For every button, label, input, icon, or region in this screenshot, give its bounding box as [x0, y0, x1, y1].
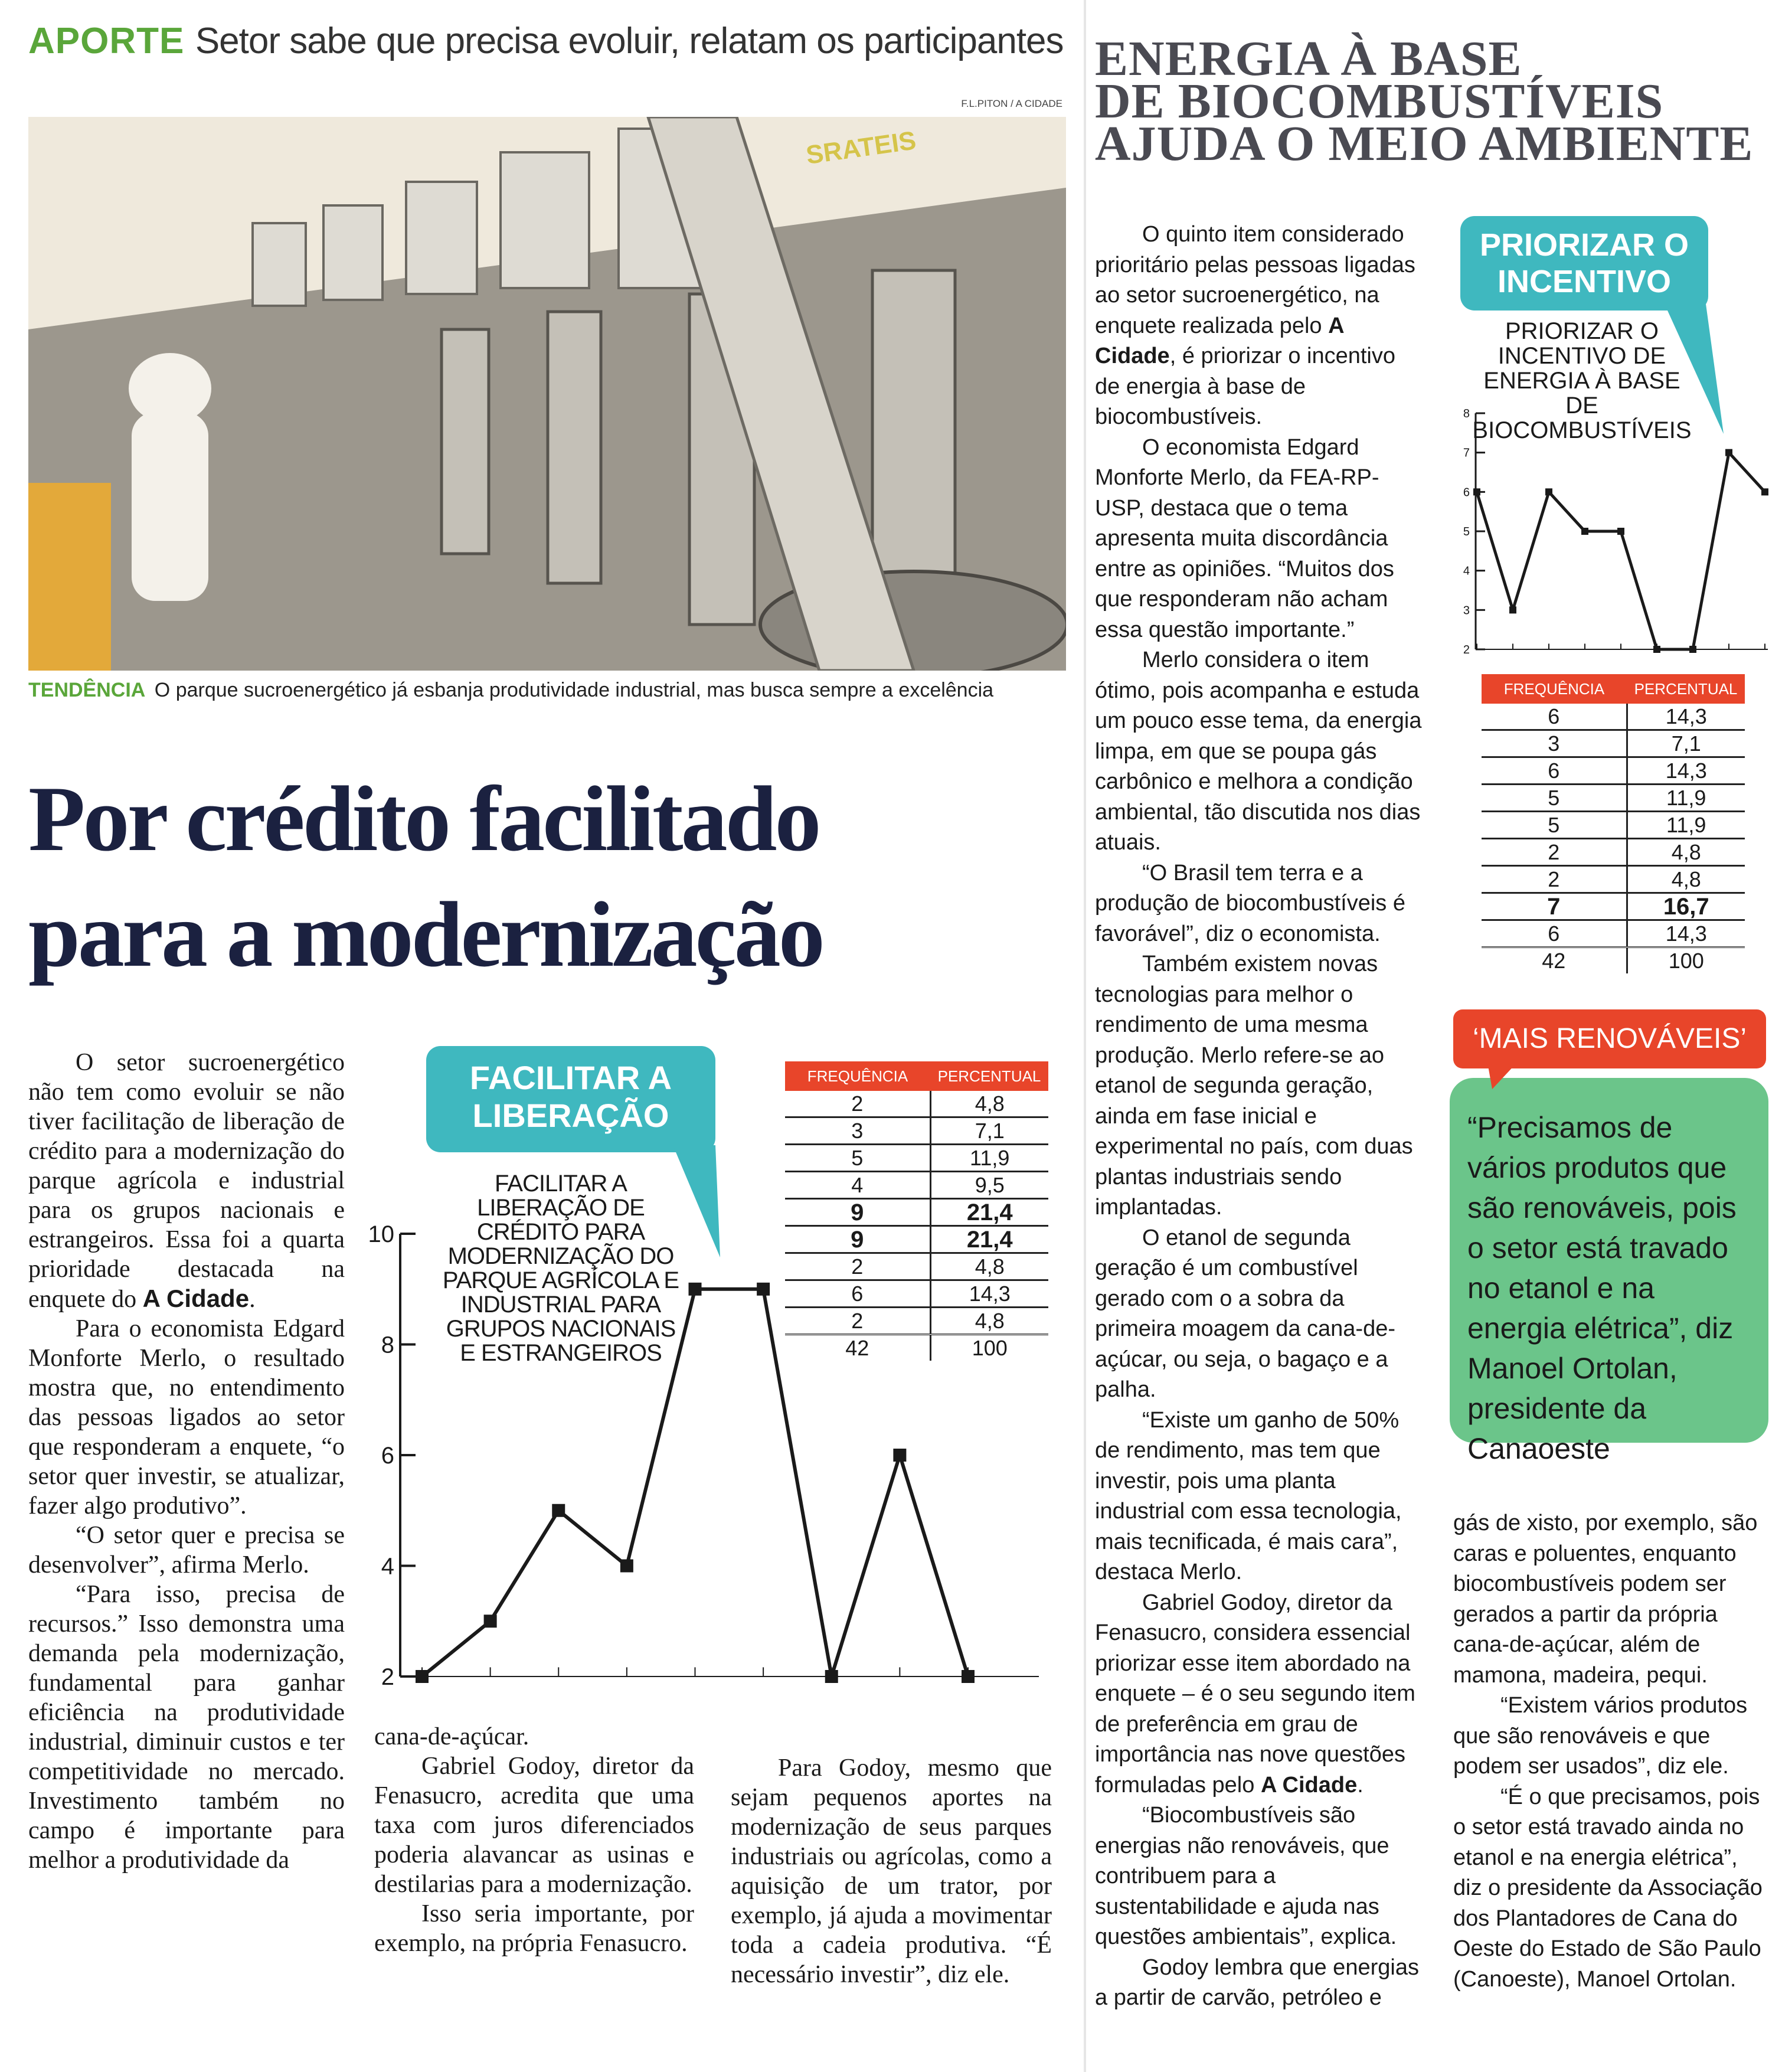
chart1-th-pct: PERCENTUAL: [930, 1061, 1048, 1091]
chart2-pct-cell: 14,3: [1627, 920, 1745, 947]
chart1-data-point: [416, 1670, 429, 1683]
chart1-data-point: [552, 1504, 565, 1517]
chart2-table-row: [1482, 866, 1745, 893]
chart2-subtitle: PRIORIZAR O INCENTIVO DE ENERGIA À BASE DE BIOCOMBUSTÍVEIS: [1472, 318, 1692, 443]
chart2-y-tick-label: 3: [1463, 604, 1470, 617]
chart2-freq-cell: 2: [1482, 839, 1627, 866]
factory-illustration: [28, 117, 1066, 671]
chart1-data-point: [757, 1283, 770, 1296]
chart2-y-tick-label: 2: [1463, 643, 1470, 656]
chart1-pct-cell: 7,1: [930, 1117, 1048, 1145]
chart1-data-point: [962, 1670, 975, 1683]
chart2-data-point: [1581, 528, 1588, 535]
caption-text: O parque sucroenergético já esbanja produtividade industrial, mas busca sempre a excelência: [154, 679, 994, 701]
quote-box: [1450, 1078, 1768, 1465]
chart1-pct-cell: 4,8: [930, 1308, 1048, 1335]
chart1-pct-cell: 4,8: [930, 1253, 1048, 1280]
article1-col3: [731, 1753, 1052, 1989]
article2-p4: “O Brasil tem terra e a produção de biocombustíveis é favorável”, diz o economista.: [1095, 860, 1405, 946]
chart2-freq-cell: 5: [1482, 812, 1627, 839]
chart1-table-total: [785, 1335, 1048, 1361]
chart1-table-row: [785, 1117, 1048, 1145]
article2-p3: Merlo considera o item ótimo, pois acompanha e estuda um pouco esse tema, da energia limpa, em que se poupa gás carbônico e melhora a condição ambiental, tão discutida nos dias atuais.: [1095, 648, 1422, 855]
chart2-data-point: [1473, 488, 1480, 495]
chart2-pct-cell: 4,8: [1627, 866, 1745, 893]
article2-title-line1: ENERGIA À BASE: [1095, 31, 1522, 86]
chart1-table-row: [785, 1199, 1048, 1226]
chart2-series-line: [1477, 453, 1765, 649]
brand-name: A Cidade: [1095, 313, 1344, 368]
article2-p8: Gabriel Godoy, diretor da Fenasucro, considera essencial priorizar esse item abordado na enquete – é o seu segundo item de preferência em grau de importância nas nove questões formuladas pelo A Cidade.: [1095, 1590, 1415, 1798]
chart2-y-tick-label: 6: [1463, 486, 1470, 499]
chart2-y-tick-label: 4: [1463, 564, 1470, 578]
chart1-table-row: [785, 1145, 1048, 1172]
section-kicker: [28, 20, 1067, 67]
chart1-table-row: [785, 1280, 1048, 1308]
section-label: APORTE: [28, 21, 185, 61]
article2-title-line2: DE BIOCOMBUSTÍVEIS: [1095, 74, 1664, 129]
article2-col1: [1095, 220, 1425, 2014]
chart1-total-pct: 100: [930, 1335, 1048, 1361]
chart2-data-point: [1509, 606, 1516, 613]
article2-p6: O etanol de segunda geração é um combustível gerado com o a sobra da primeira moagem da cana-de-açúcar, ou seja, o bagaço e a palha.: [1095, 1225, 1396, 1402]
article2-col2: [1453, 1508, 1772, 1995]
chart1-data-point: [484, 1615, 497, 1627]
chart1-data-point: [825, 1670, 838, 1683]
chart2-pct-cell: 16,7: [1627, 893, 1745, 920]
chart2-freq-cell: 6: [1482, 920, 1627, 947]
headline-line1: Por crédito facilitado: [28, 767, 819, 871]
chart2-total-freq: 42: [1482, 947, 1627, 974]
article2-p1: O quinto item considerado prioritário pelas pessoas ligadas ao setor sucroenergético, na enquete realizada pelo A Cidade, é priorizar o incentivo de energia à base de biocombustíveis.: [1095, 222, 1415, 429]
chart1-table-row: [785, 1172, 1048, 1199]
chart1-freq-cell: 9: [785, 1226, 930, 1253]
chart2-data-point: [1617, 528, 1624, 535]
caption-label: TENDÊNCIA: [28, 679, 146, 701]
chart2-data-point: [1725, 449, 1732, 456]
chart1-y-tick-label: 2: [381, 1664, 394, 1690]
chart1-pct-cell: 9,5: [930, 1172, 1048, 1199]
chart2-freq-cell: 5: [1482, 785, 1627, 812]
article1-col2-p2: Isso seria importante, por exemplo, na própria Fenasucro.: [374, 1900, 694, 1957]
chart2-data-point: [1545, 488, 1552, 495]
chart2-table-row: [1482, 893, 1745, 920]
chart1-freq-cell: 2: [785, 1253, 930, 1280]
article1-col2-p1: Gabriel Godoy, diretor da Fenasucro, acredita que uma taxa com juros diferenciados poderia alavancar as usinas e destilarias para a modernização.: [374, 1753, 694, 1898]
chart1-freq-cell: 4: [785, 1172, 930, 1199]
chart1-data-point: [689, 1283, 702, 1296]
chart1-subtitle: FACILITAR A LIBERAÇÃO DE CRÉDITO PARA MODERNIZAÇÃO DO PARQUE AGRÍCOLA E INDUSTRIAL PARA GRUPOS NACIONAIS E ESTRANGEIROS: [442, 1171, 679, 1366]
article1-p3: “O setor quer e precisa se desenvolver”, afirma Merlo.: [28, 1522, 345, 1578]
article1-col2: [374, 1722, 694, 1958]
headline-line2: para a modernização: [28, 883, 823, 986]
chart1-table-row: [785, 1226, 1048, 1253]
chart2-freq-cell: 7: [1482, 893, 1627, 920]
chart2-th-freq: FREQUÊNCIA: [1482, 674, 1627, 704]
chart1-freq-cell: 3: [785, 1117, 930, 1145]
chart2-data-point: [1653, 646, 1660, 653]
article2-p7: “Existe um ganho de 50% de rendimento, mas tem que investir, pois uma planta industrial com essa tecnologia, mais tecnificada, é mais cara”, destaca Merlo.: [1095, 1407, 1402, 1584]
quote-label-tail: [1487, 1063, 1523, 1092]
factory-photo: [28, 117, 1066, 671]
chart1-data-point: [893, 1449, 906, 1462]
article1-col1: [28, 1048, 345, 1875]
quote-label: ‘MAIS RENOVÁVEIS’: [1453, 1009, 1766, 1068]
chart2-data-point: [1761, 488, 1768, 495]
chart1-pct-cell: 14,3: [930, 1280, 1048, 1308]
svg-text:SRATEIS: SRATEIS: [804, 126, 918, 170]
quote-text: “Precisamos de vários produtos que são renováveis, pois o setor está travado no etanol e na energia elétrica”, diz Manoel Ortolan, presidente da Canaoeste: [1467, 1111, 1737, 1465]
brand-name: A Cidade: [142, 1285, 250, 1312]
chart2-table-row: [1482, 920, 1745, 947]
article2-p9: “Biocombustíveis são energias não renováveis, que contribuem para a sustentabilidade e ajuda nas questões ambientais”, explica.: [1095, 1803, 1397, 1949]
article1-col3-p1: Para Godoy, mesmo que sejam pequenos aportes na modernização de seus parques industriais ou agrícolas, como a aquisição de um trator, por exemplo, já ajuda a movimentar toda a cadeia produtiva. “É necessário investir”, diz ele.: [731, 1754, 1052, 1988]
chart1-table-row: [785, 1308, 1048, 1335]
chart1-bubble: FACILITAR A LIBERAÇÃO: [426, 1046, 715, 1152]
chart1-freq-cell: 2: [785, 1308, 930, 1335]
chart2-pct-cell: 4,8: [1627, 839, 1745, 866]
chart1-freq-cell: 5: [785, 1145, 930, 1172]
kicker-text: Setor sabe que precisa evoluir, relatam os participantes: [195, 21, 1064, 61]
photo-caption: [28, 679, 1073, 702]
chart2-total-pct: 100: [1627, 947, 1745, 974]
chart1-pct-cell: 4,8: [930, 1091, 1048, 1117]
chart2-y-tick-label: 8: [1463, 407, 1470, 420]
article2-col2-p1: gás de xisto, por exemplo, são caras e poluentes, enquanto biocombustíveis podem ser gerados a partir da própria cana-de-açúcar, além de mamona, madeira, pequi.: [1453, 1511, 1758, 1688]
article1-p4: “Para isso, precisa de recursos.” Isso demonstra uma demanda pela modernização, fundamental para ganhar eficiência na produtividade industrial, diminuir custos e ter competitividade no mercado. Investimento também no campo é importante para melhor a produtividade da: [28, 1581, 345, 1874]
article1-p1: O setor sucroenergético não tem como evoluir se não tiver facilitação de liberação de crédito para a modernização do parque agrícola e industrial para os grupos nacionais e estrangeiros. Essa foi a quarta prioridade destacada na enquete do A Cidade.: [28, 1049, 345, 1313]
chart1-freq-cell: 6: [785, 1280, 930, 1308]
article2-col2-p2: “Existem vários produtos que são renováveis e que podem ser usados”, diz ele.: [1453, 1693, 1748, 1779]
chart2-table-total: [1482, 947, 1745, 974]
headline: [28, 762, 1073, 993]
chart2-freq-cell: 6: [1482, 757, 1627, 785]
chart1-y-tick-label: 10: [368, 1221, 394, 1247]
chart1-y-tick-label: 6: [381, 1443, 394, 1469]
chart2-y-tick-label: 7: [1463, 446, 1470, 460]
chart2-pct-cell: 7,1: [1627, 730, 1745, 757]
chart1-th-freq: FREQUÊNCIA: [785, 1061, 930, 1091]
chart2-line-chart: [1434, 401, 1777, 661]
article1-col2-lead: cana-de-açúcar.: [374, 1723, 529, 1750]
chart2-table-row: [1482, 757, 1745, 785]
brand-name: A Cidade: [1260, 1772, 1358, 1798]
chart2-pct-cell: 14,3: [1627, 757, 1745, 785]
chart2-bubble: PRIORIZAR O INCENTIVO: [1460, 216, 1708, 311]
chart1-y-tick-label: 4: [381, 1553, 394, 1580]
chart2-pct-cell: 11,9: [1627, 785, 1745, 812]
article2-col2-p3: “É o que precisamos, pois o setor está travado ainda no etanol e na energia elétrica”, diz o presidente da Associação dos Plantadores de Cana do Oeste do Estado de São Paulo (Canoeste), Manoel Ortolan.: [1453, 1784, 1763, 1992]
article2-p5: Também existem novas tecnologias para melhor o rendimento de uma mesma produção. Merlo refere-se ao etanol de segunda geração, ainda em fase inicial e experimental no país, com duas plantas industriais sendo implantadas.: [1095, 952, 1413, 1220]
chart2-table: [1482, 674, 1745, 973]
chart1-table-row: [785, 1091, 1048, 1117]
chart2-table-row: [1482, 730, 1745, 757]
page-fold-divider: [1084, 0, 1086, 2072]
chart2-table-row: [1482, 812, 1745, 839]
chart1-total-freq: 42: [785, 1335, 930, 1361]
chart1-y-tick-label: 8: [381, 1332, 394, 1358]
chart2-freq-cell: 3: [1482, 730, 1627, 757]
article1-p2: Para o economista Edgard Monforte Merlo, o resultado mostra que, no entendimento das pessoas ligados ao setor que responderam a enquete, “o setor quer investir, se atualizar, fazer algo produtivo”.: [28, 1315, 345, 1519]
chart1-pct-cell: 21,4: [930, 1199, 1048, 1226]
chart2-data-point: [1689, 646, 1696, 653]
article2-title: [1095, 31, 1774, 171]
chart1-table: [785, 1061, 1048, 1361]
chart2-th-pct: PERCENTUAL: [1627, 674, 1745, 704]
chart1-table-row: [785, 1253, 1048, 1280]
chart2-freq-cell: 2: [1482, 866, 1627, 893]
chart2-table-row: [1482, 785, 1745, 812]
article2-p2: O economista Edgard Monforte Merlo, da FEA-RP-USP, destaca que o tema apresenta muita discordância entre as opiniões. “Muitos dos que responderam não acham essa questão importante.”: [1095, 434, 1394, 642]
chart1-freq-cell: 9: [785, 1199, 930, 1226]
article2-p10: Godoy lembra que energias a partir de carvão, petróleo e: [1095, 1955, 1419, 2010]
article2-title-line3: AJUDA O MEIO AMBIENTE: [1095, 116, 1754, 171]
chart2-pct-cell: 14,3: [1627, 704, 1745, 730]
chart1-pct-cell: 21,4: [930, 1226, 1048, 1253]
chart2-table-row: [1482, 839, 1745, 866]
chart2-y-tick-label: 5: [1463, 525, 1470, 538]
chart2-freq-cell: 6: [1482, 704, 1627, 730]
chart1-freq-cell: 2: [785, 1091, 930, 1117]
chart1-pct-cell: 11,9: [930, 1145, 1048, 1172]
chart2-table-row: [1482, 704, 1745, 730]
chart2-pct-cell: 11,9: [1627, 812, 1745, 839]
photo-credit: F.L.PITON / A CIDADE: [961, 98, 1062, 109]
chart1-data-point: [620, 1560, 633, 1573]
